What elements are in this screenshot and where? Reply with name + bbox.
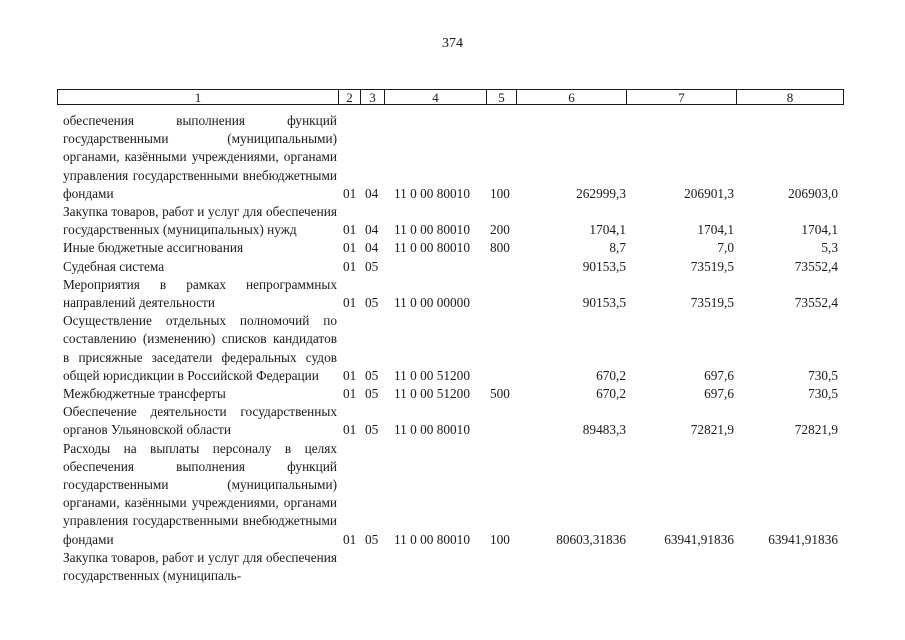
- cell-amount-col7: 697,6: [704, 386, 734, 402]
- cell-amount-col7: 72821,9: [690, 422, 734, 438]
- cell-target-article: 11 0 00 80010: [394, 240, 470, 256]
- cell-amount-col7: 697,6: [704, 367, 734, 383]
- cell-amount-col8: 63941,91836: [768, 531, 838, 547]
- cell-target-article: 11 0 00 80010: [394, 531, 470, 547]
- row-description: Межбюджетные трансферты: [63, 386, 226, 402]
- cell-amount-col6: 90153,5: [582, 295, 626, 311]
- cell-expense-type: 100: [490, 185, 510, 201]
- table-header: [0, 89, 905, 106]
- cell-amount-col8: 206903,0: [788, 185, 838, 201]
- cell-amount-col8: 1704,1: [801, 222, 838, 238]
- header-col-5: 5: [486, 89, 516, 105]
- row-description: Мероприятия в рамках непрограммных направлений деятельности: [63, 276, 337, 311]
- table-row: [0, 276, 905, 312]
- header-col-7: 7: [626, 89, 736, 105]
- cell-section: 01: [343, 422, 357, 438]
- cell-section: 01: [343, 295, 357, 311]
- cell-amount-col6: 80603,31836: [556, 531, 626, 547]
- cell-expense-type: 500: [490, 386, 510, 402]
- cell-section: 01: [343, 185, 357, 201]
- cell-expense-type: 100: [490, 531, 510, 547]
- table-row: [0, 258, 905, 276]
- cell-subsection: 05: [365, 386, 379, 402]
- cell-subsection: 05: [365, 531, 379, 547]
- cell-target-article: 11 0 00 00000: [394, 295, 470, 311]
- cell-subsection: 05: [365, 422, 379, 438]
- cell-section: 01: [343, 240, 357, 256]
- cell-amount-col7: 73519,5: [690, 258, 734, 274]
- header-col-4: 4: [384, 89, 486, 105]
- cell-amount-col7: 1704,1: [697, 222, 734, 238]
- cell-target-article: 11 0 00 80010: [394, 422, 470, 438]
- cell-amount-col7: 206901,3: [684, 185, 734, 201]
- budget-table-body: [0, 112, 905, 585]
- cell-amount-col7: 73519,5: [690, 295, 734, 311]
- table-row: [0, 312, 905, 385]
- table-row: [0, 239, 905, 257]
- row-description: Расходы на выплаты персоналу в целях обеспечения выполнения функций государственными (муниципальными) органами, казёнными учреждениями, органами управления государственными внебюджетными фондами: [63, 440, 337, 547]
- cell-section: 01: [343, 386, 357, 402]
- cell-amount-col6: 670,2: [596, 367, 626, 383]
- header-col-6: 6: [516, 89, 626, 105]
- row-description: Иные бюджетные ассигнования: [63, 240, 244, 256]
- cell-amount-col8: 73552,4: [794, 295, 838, 311]
- cell-amount-col8: 5,3: [821, 240, 838, 256]
- header-col-1: 1: [57, 89, 338, 105]
- row-description: Закупка товаров, работ и услуг для обеспечения государственных (муниципаль-: [63, 549, 337, 584]
- cell-subsection: 05: [365, 367, 379, 383]
- cell-amount-col7: 63941,91836: [664, 531, 734, 547]
- cell-subsection: 05: [365, 258, 379, 274]
- table-row: [0, 549, 905, 585]
- table-row: [0, 403, 905, 439]
- cell-amount-col7: 7,0: [717, 240, 734, 256]
- cell-subsection: 04: [365, 222, 379, 238]
- table-row: [0, 203, 905, 239]
- cell-amount-col8: 73552,4: [794, 258, 838, 274]
- cell-section: 01: [343, 367, 357, 383]
- cell-amount-col8: 72821,9: [794, 422, 838, 438]
- page-number: 374: [442, 36, 463, 51]
- cell-amount-col6: 89483,3: [582, 422, 626, 438]
- header-col-8: 8: [736, 89, 844, 105]
- row-description: Закупка товаров, работ и услуг для обеспечения государственных (муниципальных) нужд: [63, 204, 337, 238]
- cell-section: 01: [343, 222, 357, 238]
- cell-expense-type: 800: [490, 240, 510, 256]
- table-row: [0, 440, 905, 549]
- cell-target-article: 11 0 00 51200: [394, 386, 470, 402]
- row-description: Судебная система: [63, 258, 165, 274]
- cell-section: 01: [343, 531, 357, 547]
- cell-amount-col8: 730,5: [808, 367, 838, 383]
- row-description: Обеспечение деятельности государственных органов Ульяновской области: [63, 404, 337, 438]
- cell-target-article: 11 0 00 80010: [394, 185, 470, 201]
- cell-amount-col6: 8,7: [609, 240, 626, 256]
- cell-section: 01: [343, 258, 357, 274]
- cell-subsection: 04: [365, 185, 379, 201]
- header-col-2: 2: [338, 89, 360, 105]
- row-description: обеспечения выполнения функций государственными (муниципальными) органами, казёнными учреждениями, органами управления государственными внебюджетными фондами: [63, 113, 337, 201]
- cell-amount-col6: 670,2: [596, 386, 626, 402]
- table-row: [0, 385, 905, 403]
- header-col-3: 3: [360, 89, 384, 105]
- cell-amount-col8: 730,5: [808, 386, 838, 402]
- cell-subsection: 04: [365, 240, 379, 256]
- cell-amount-col6: 262999,3: [576, 185, 626, 201]
- row-description: Осуществление отдельных полномочий по составлению (изменению) списков кандидатов в присяжные заседатели федеральных судов общей юрисдикции в Российской Федерации: [63, 313, 337, 383]
- cell-amount-col6: 90153,5: [582, 258, 626, 274]
- cell-target-article: 11 0 00 51200: [394, 367, 470, 383]
- cell-expense-type: 200: [490, 222, 510, 238]
- cell-target-article: 11 0 00 80010: [394, 222, 470, 238]
- cell-subsection: 05: [365, 295, 379, 311]
- table-row: [0, 112, 905, 203]
- cell-amount-col6: 1704,1: [589, 222, 626, 238]
